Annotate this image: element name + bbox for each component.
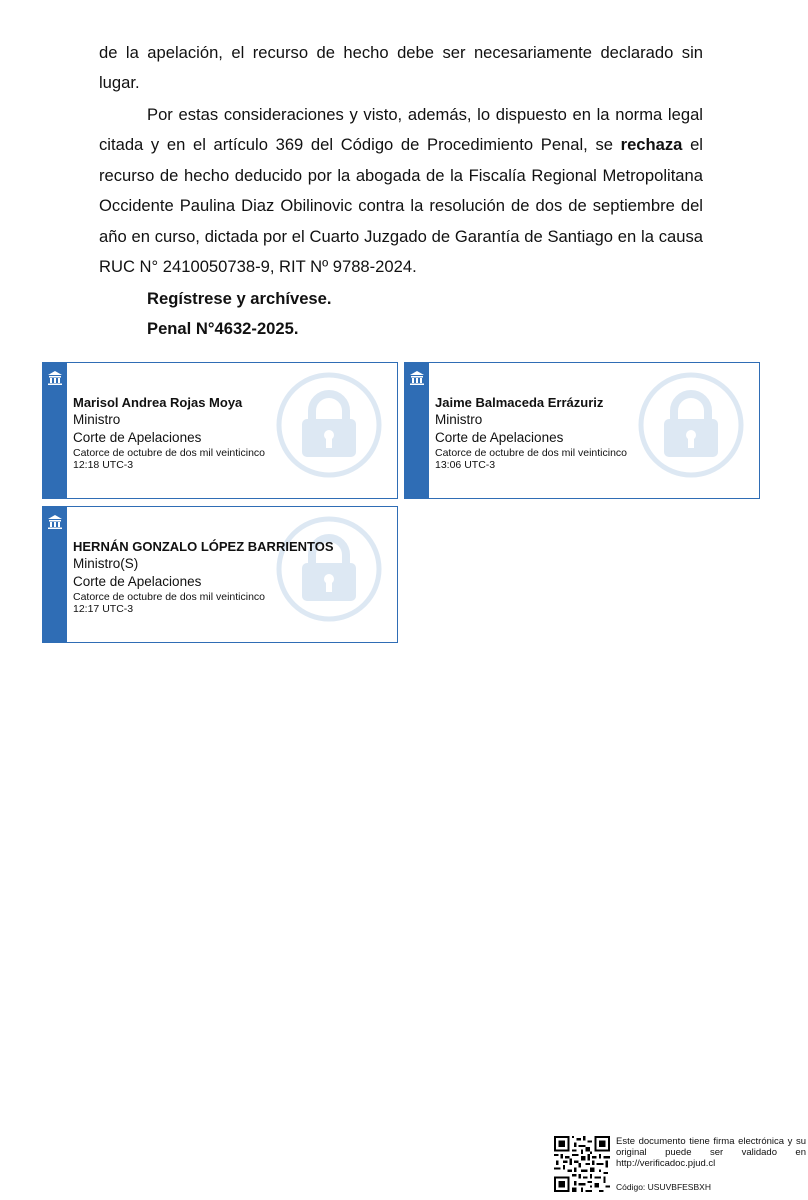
signature-text [73, 394, 265, 471]
signer-court: Corte de Apelaciones [435, 430, 564, 445]
signer-name: Jaime Balmaceda Errázuriz [435, 395, 604, 410]
signature-bar [43, 507, 67, 642]
signature-date: Catorce de octubre de dos mil veinticinco [73, 447, 266, 459]
verification-footer [554, 1135, 808, 1195]
lock-icon [637, 371, 745, 479]
signature-time: 13:06 UTC-3 [435, 459, 496, 471]
paragraph-2-start: Por estas consideraciones y visto, además, lo dispuesto en la norma legal citada y en el artículo 369 del Código de Procedimiento Penal, se [99, 105, 703, 155]
signature-date: Catorce de octubre de dos mil veinticinco [435, 447, 628, 459]
signer-role: Ministro(S) [73, 556, 139, 571]
paragraph-2-bold: rechaza [620, 135, 683, 155]
signature-time: 12:17 UTC-3 [73, 603, 134, 615]
paragraph-2-end: el recurso de hecho deducido por la abogada de la Fiscalía Regional Metropolitana Occidente Paulina Diaz Obilinovic contra la resolución de dos de septiembre del año en curso, dictada por el Cuarto Juzgado de Garantía de Santiago en la causa RUC N° 2410050738-9, RIT Nº 9788-2024. [99, 135, 703, 277]
courthouse-icon [47, 514, 63, 530]
lock-icon [275, 371, 383, 479]
qr-code[interactable] [554, 1136, 610, 1192]
closing-line-2: Penal N°4632-2025. [147, 319, 299, 338]
paragraph-1: de la apelación, el recurso de hecho debe ser necesariamente declarado sin lugar. [99, 43, 703, 93]
signature-text [435, 394, 627, 471]
signature-text [73, 538, 334, 615]
signature-box [404, 362, 760, 499]
signature-bar [405, 363, 429, 498]
signature-time: 12:18 UTC-3 [73, 459, 134, 471]
signer-name: Marisol Andrea Rojas Moya [73, 395, 243, 410]
signature-box [42, 362, 398, 499]
closing-line-1: Regístrese y archívese. [147, 289, 332, 308]
signer-court: Corte de Apelaciones [73, 574, 202, 589]
signature-date: Catorce de octubre de dos mil veinticinco [73, 591, 266, 603]
signature-box [42, 506, 398, 643]
signer-role: Ministro [73, 412, 121, 427]
signature-bar [43, 363, 67, 498]
paragraph-2 [99, 100, 703, 282]
signer-role: Ministro [435, 412, 483, 427]
verification-code: Código: USUVBFESBXH [616, 1182, 711, 1192]
signer-name: HERNÁN GONZALO LÓPEZ BARRIENTOS [73, 539, 334, 554]
courthouse-icon [47, 370, 63, 386]
courthouse-icon [409, 370, 425, 386]
signer-court: Corte de Apelaciones [73, 430, 202, 445]
verification-text: Este documento tiene firma electrónica y su original puede ser validado en http://verificadoc.pjud.cl [616, 1136, 806, 1169]
